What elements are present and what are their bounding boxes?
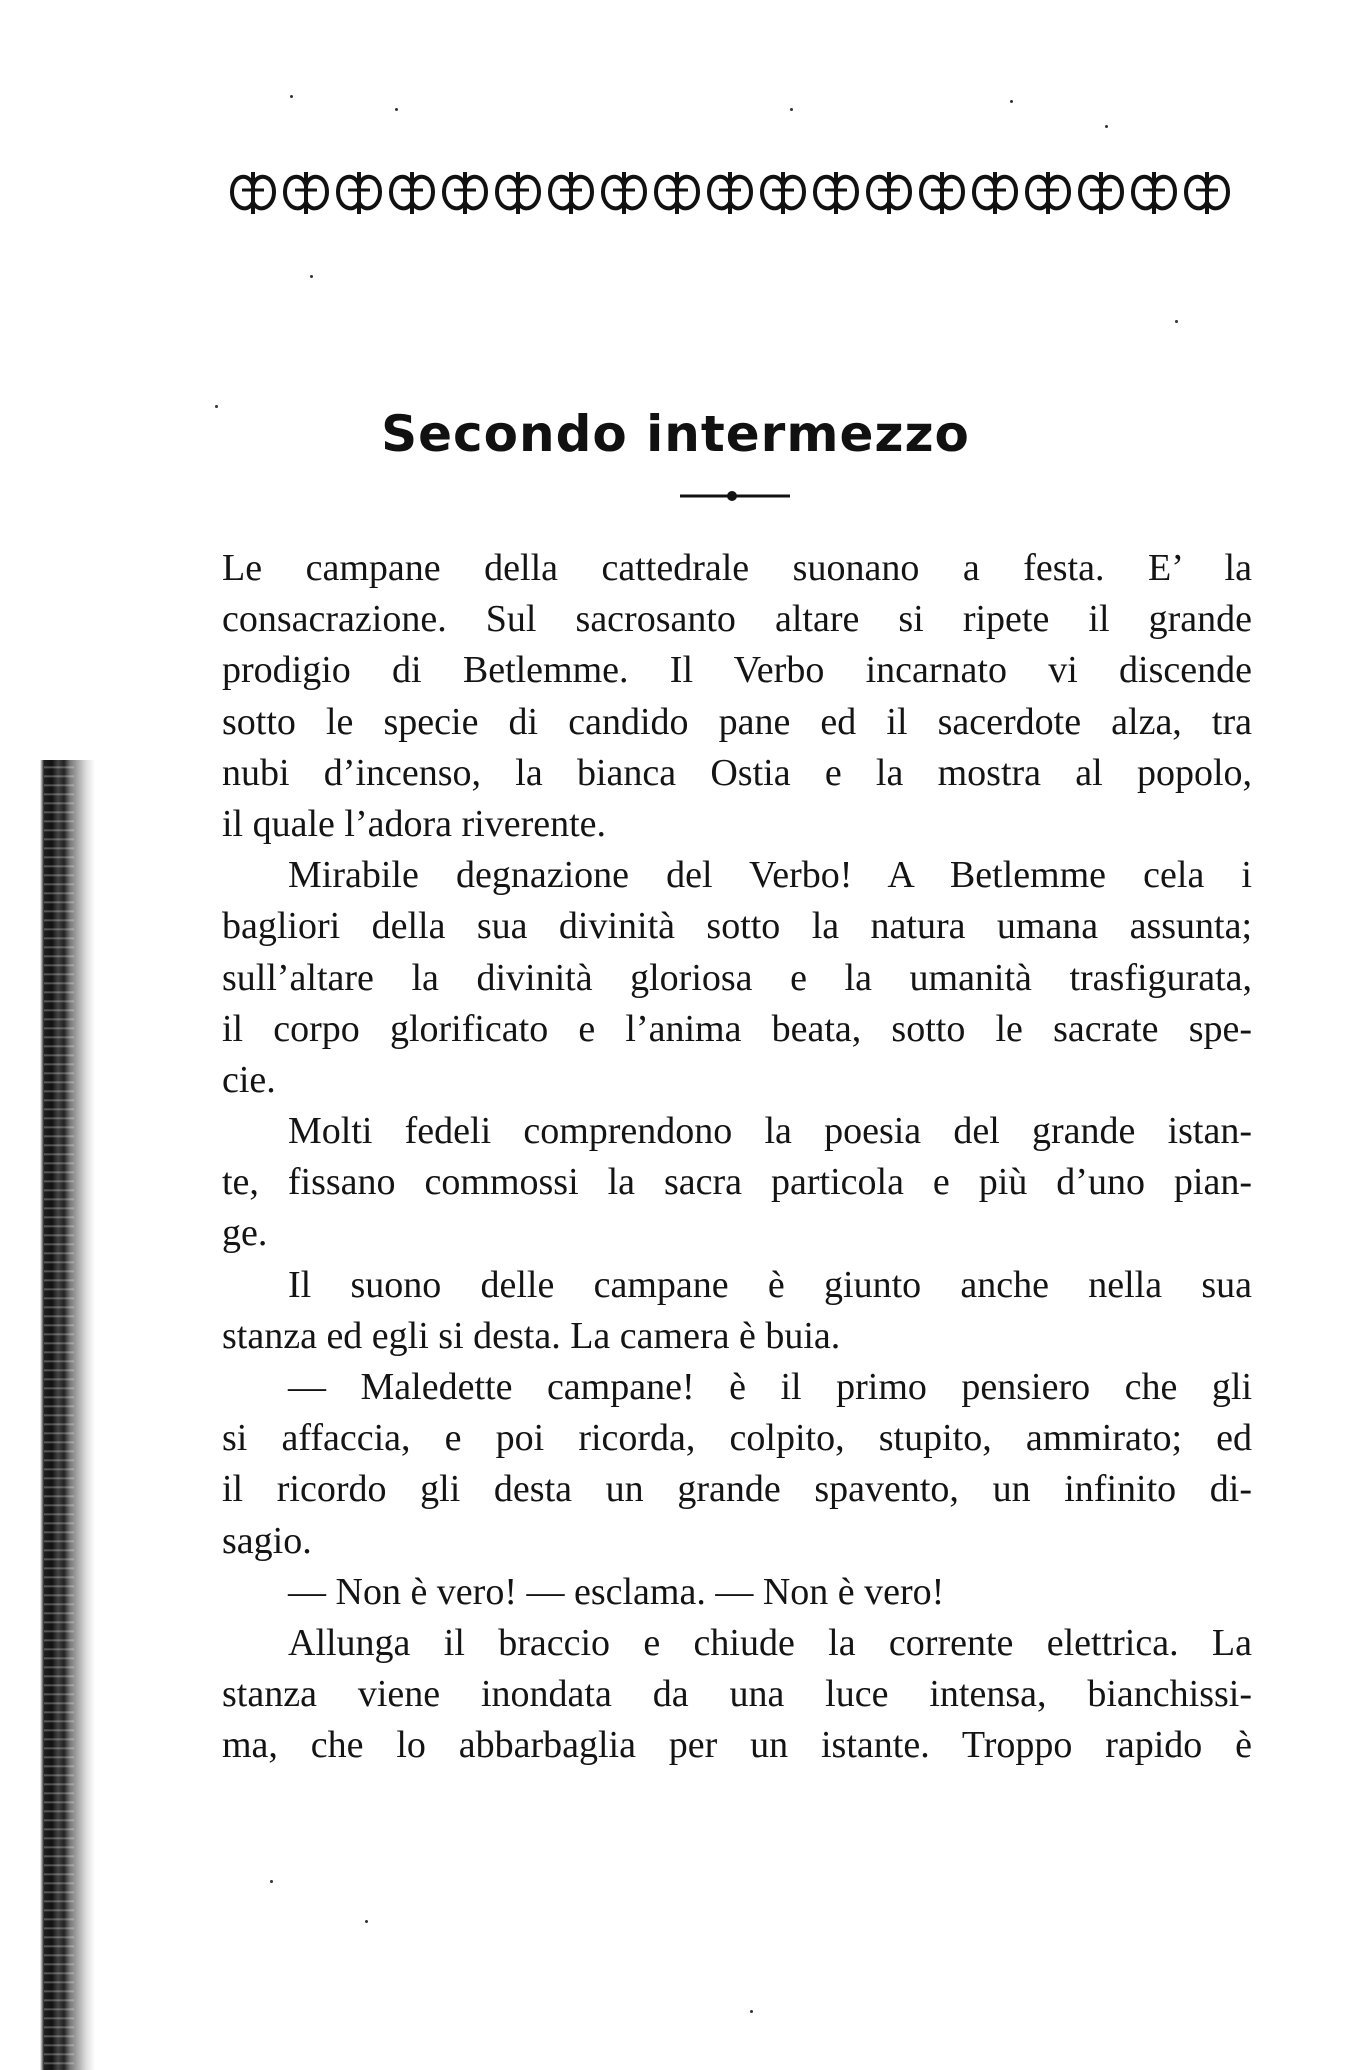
text-line: — Maledette campane! è il primo pensiero che gli <box>288 1366 1252 1408</box>
heading-rule-ornament <box>680 490 790 502</box>
text-line: nubi d’incenso, la bianca Ostia e la mostra al popolo, <box>222 751 1252 794</box>
page-binding-shadow <box>0 760 95 2070</box>
text-line: il ricordo gli desta un grande spavento, un infinito di- <box>222 1468 1252 1511</box>
text-line: cie. <box>222 1058 276 1101</box>
print-speck <box>750 2010 753 2013</box>
print-speck <box>790 108 793 111</box>
print-speck <box>395 108 398 111</box>
text-line: ge. <box>222 1212 268 1255</box>
ornamental-border <box>228 160 1258 220</box>
text-line: — Non è vero! — esclama. — Non è vero! <box>288 1570 945 1613</box>
text-line: il quale l’adora riverente. <box>222 802 607 845</box>
chapter-heading: Secondo intermezzo <box>381 405 970 463</box>
print-speck <box>1175 320 1178 323</box>
text-line: sotto le specie di candido pane ed il sacerdote alza, tra <box>222 700 1252 743</box>
print-speck <box>1010 100 1013 103</box>
text-line: Le campane della cattedrale suonano a festa. E’ la <box>222 547 1252 589</box>
text-line: sull’altare la divinità gloriosa e la umanità trasfigurata, <box>222 956 1252 999</box>
print-speck <box>365 1920 368 1923</box>
print-speck <box>1105 125 1108 128</box>
print-speck <box>270 1880 273 1883</box>
text-line: Mirabile degnazione del Verbo! A Betlemme cela i <box>288 854 1252 897</box>
text-line: ma, che lo abbarbaglia per un istante. Troppo rapido è <box>222 1724 1252 1767</box>
text-line: bagliori della sua divinità sotto la natura umana assunta; <box>222 905 1252 948</box>
text-line: il corpo glorificato e l’anima beata, sotto le sacrate spe- <box>222 1007 1252 1050</box>
text-line: Molti fedeli comprendono la poesia del grande istan- <box>288 1110 1252 1153</box>
text-line: sagio. <box>222 1519 312 1562</box>
text-line: prodigio di Betlemme. Il Verbo incarnato vi discende <box>222 649 1252 692</box>
text-line: stanza viene inondata da una luce intensa, bianchissi- <box>222 1673 1252 1716</box>
text-line: stanza ed egli si desta. La camera è buia. <box>222 1314 841 1357</box>
text-line: consacrazione. Sul sacrosanto altare si ripete il grande <box>222 598 1252 641</box>
print-speck <box>310 275 313 278</box>
body-text <box>222 543 1252 1772</box>
print-speck <box>290 95 293 98</box>
text-line: te, fissano commossi la sacra particola e più d’uno pian- <box>222 1161 1252 1204</box>
text-line: si affaccia, e poi ricorda, colpito, stupito, ammirato; ed <box>222 1417 1252 1460</box>
text-line: Il suono delle campane è giunto anche nella sua <box>288 1263 1252 1306</box>
text-line: Allunga il braccio e chiude la corrente elettrica. La <box>288 1621 1252 1664</box>
